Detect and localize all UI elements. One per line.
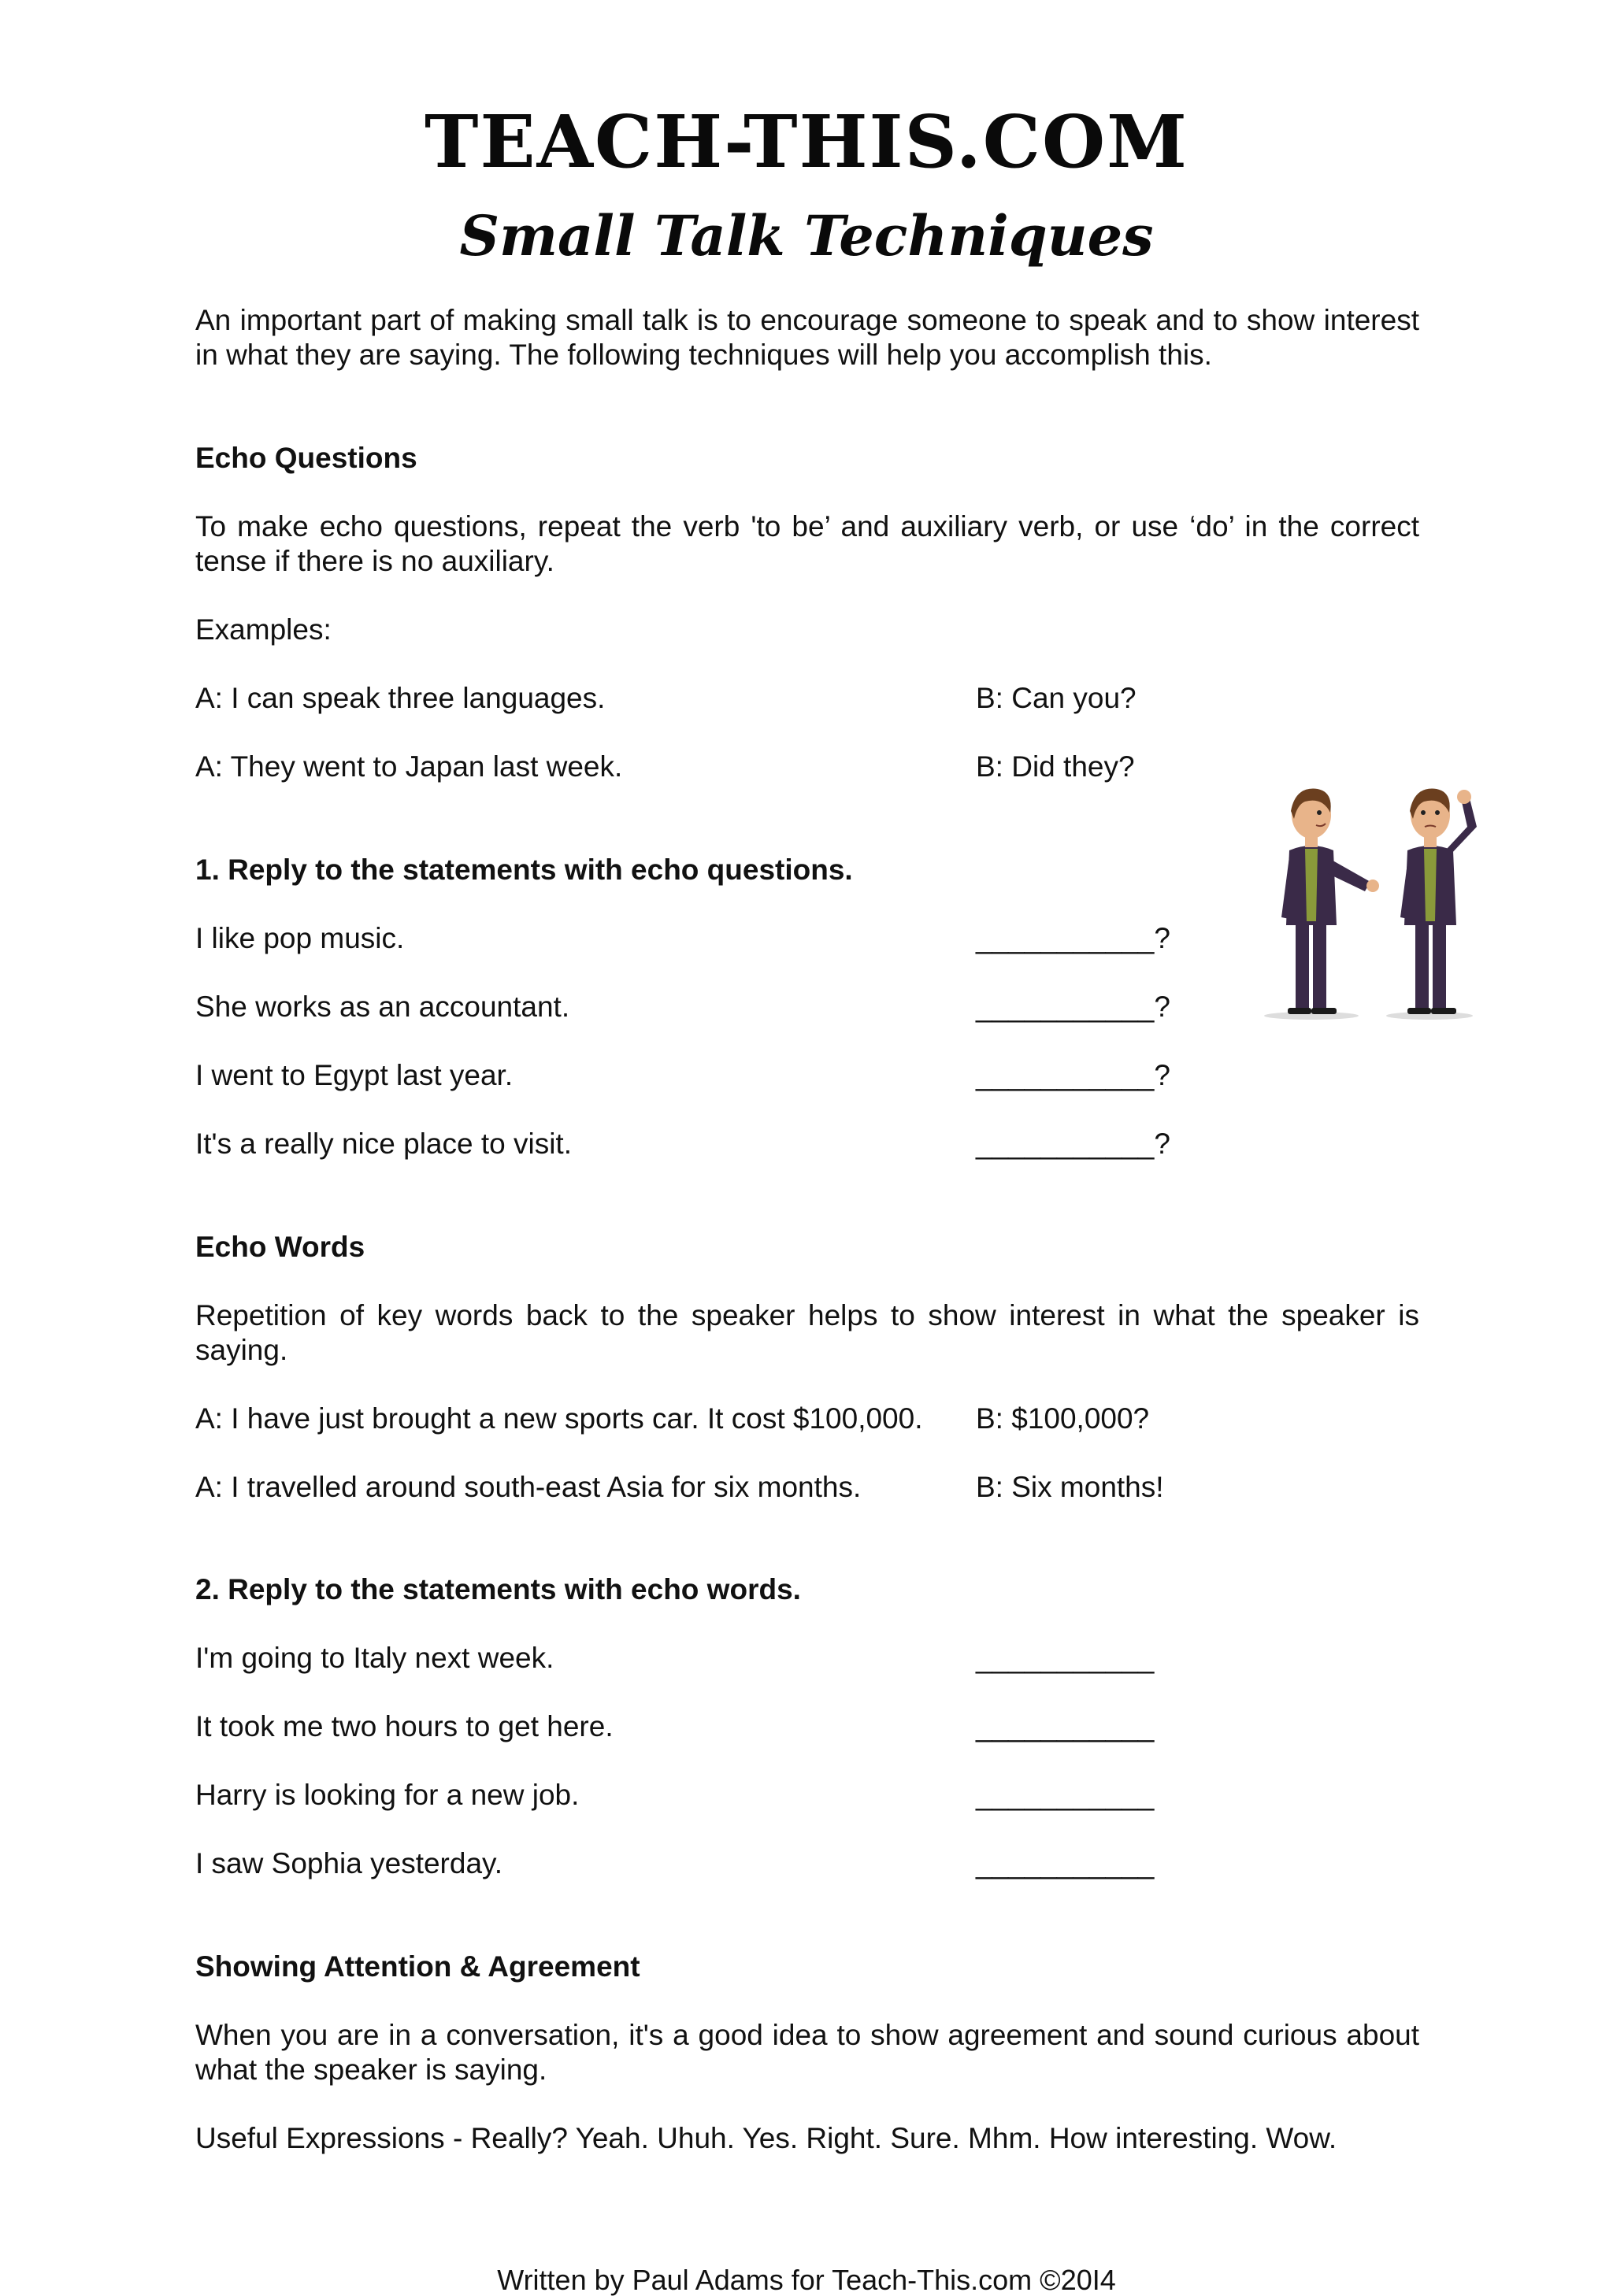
examples-label: Examples:: [195, 613, 332, 646]
intro-paragraph: An important part of making small talk is to encourage someone to speak and to show interest in what they are saying. The following techniques will help you accomplish this.: [195, 304, 1419, 371]
exercise2-answer-blank[interactable]: ___________: [976, 1710, 1155, 1742]
exercise1-answer-blank[interactable]: ___________?: [976, 922, 1170, 954]
exercise2-statement: Harry is looking for a new job.: [195, 1779, 580, 1811]
example-statement: A: They went to Japan last week.: [195, 750, 623, 783]
example-reply: B: $100,000?: [976, 1402, 1150, 1435]
exercise1-answer-blank[interactable]: ___________?: [976, 991, 1170, 1023]
exercise1-statement: I like pop music.: [195, 922, 405, 954]
exercise2-statement: It took me two hours to get here.: [195, 1710, 614, 1742]
page-title: Small Talk Techniques: [459, 203, 1154, 268]
echo-questions-description: To make echo questions, repeat the verb 'to be’ and auxiliary verb, or use ‘do’ in the correct tense if there is no auxiliary.: [195, 510, 1419, 577]
example-reply: B: Six months!: [976, 1471, 1164, 1503]
exercise2-heading: 2. Reply to the statements with echo words.: [195, 1573, 801, 1605]
exercise1-heading: 1. Reply to the statements with echo questions.: [195, 854, 853, 886]
exercise2-statement: I saw Sophia yesterday.: [195, 1847, 503, 1879]
attention-heading: Showing Attention & Agreement: [195, 1950, 640, 1983]
example-statement: A: I have just brought a new sports car. It cost $100,000.: [195, 1402, 923, 1435]
useful-expressions: Useful Expressions - Really? Yeah. Uhuh. Yes. Right. Sure. Mhm. How interesting. Wow.: [195, 2122, 1337, 2154]
example-statement: A: I travelled around south-east Asia for six months.: [195, 1471, 862, 1503]
exercise1-statement: I went to Egypt last year.: [195, 1059, 514, 1091]
shadow: [1264, 1012, 1359, 1020]
man-right-figure: [1400, 789, 1477, 1014]
footer-credit: Written by Paul Adams for Teach-This.com ©20I4: [497, 2264, 1116, 2296]
example-statement: A: I can speak three languages.: [195, 682, 606, 714]
exercise2-answer-blank[interactable]: ___________: [976, 1847, 1155, 1879]
exercise2-statement: I'm going to Italy next week.: [195, 1642, 554, 1674]
echo-questions-heading: Echo Questions: [195, 442, 417, 474]
echo-words-heading: Echo Words: [195, 1231, 365, 1263]
attention-description: When you are in a conversation, it's a good idea to show agreement and sound curious about what the speaker is saying.: [195, 2019, 1419, 2086]
two-businessmen-illustration: [1240, 780, 1508, 1024]
man-left-figure: [1281, 789, 1379, 1014]
exercise2-answer-blank[interactable]: ___________: [976, 1779, 1155, 1811]
site-brand: TEACH-THIS.COM: [425, 99, 1188, 184]
exercise2-answer-blank[interactable]: ___________: [976, 1642, 1155, 1674]
example-reply: B: Did they?: [976, 750, 1135, 783]
echo-words-description: Repetition of key words back to the speaker helps to show interest in what the speaker is saying.: [195, 1299, 1419, 1366]
exercise1-answer-blank[interactable]: ___________?: [976, 1059, 1170, 1091]
exercise1-statement: She works as an accountant.: [195, 991, 570, 1023]
exercise1-answer-blank[interactable]: ___________?: [976, 1128, 1170, 1160]
exercise1-statement: It's a really nice place to visit.: [195, 1128, 572, 1160]
example-reply: B: Can you?: [976, 682, 1137, 714]
